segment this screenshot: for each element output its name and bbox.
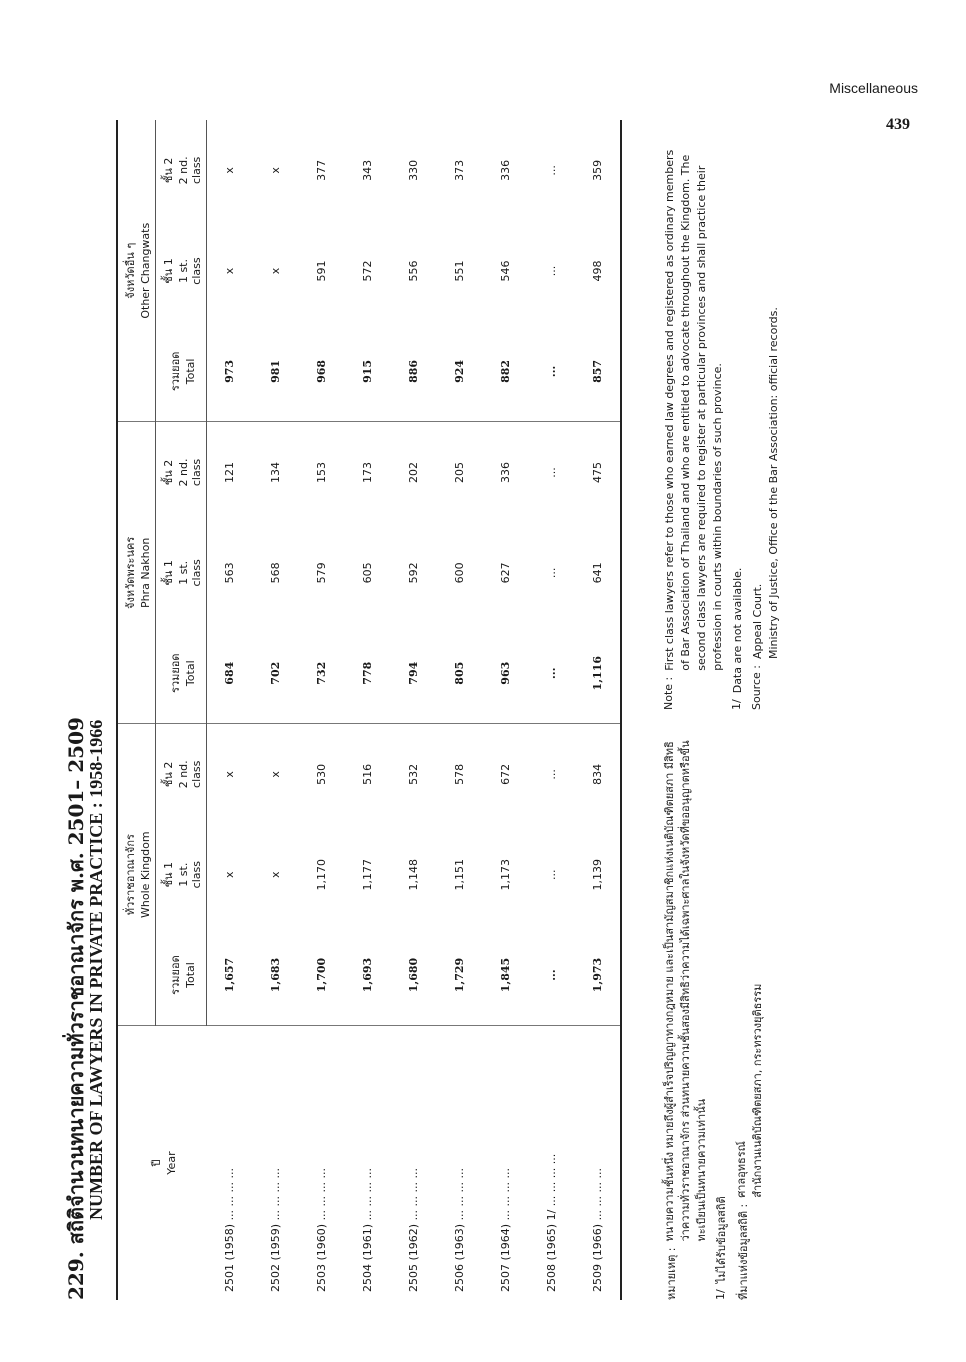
wk-total-cell: 1,683: [253, 925, 299, 1026]
subheader-thai: รวมยอด: [168, 351, 182, 392]
table-row: [345, 120, 391, 1300]
wk-second-cell: 578: [453, 763, 466, 785]
table-row: [207, 120, 253, 1300]
subheader-english: Total: [183, 962, 197, 988]
subheader-first-class: [156, 523, 207, 624]
source-key-english: Source :: [749, 665, 763, 710]
wk-total-cell: 1,700: [299, 925, 345, 1026]
year-cell: 2503 (1960) ... ... ... ...: [315, 1167, 328, 1292]
pn-total-cell: ...: [529, 623, 575, 724]
group-english: Other Changwats: [139, 222, 152, 319]
wk-first-cell: 1,151: [453, 858, 466, 891]
subheader-english: class: [190, 861, 203, 889]
group-english: Whole Kingdom: [139, 831, 152, 918]
oc-first-cell: 551: [453, 260, 466, 282]
notes-thai: [662, 740, 770, 1300]
pn-total-cell: 732: [299, 623, 345, 724]
year-cell: 2502 (1959) ... ... ... ...: [269, 1167, 282, 1292]
pn-second-cell: 121: [223, 462, 237, 483]
year-cell: 2509 (1966) ... ... ... ...: [575, 1026, 621, 1300]
pn-first-cell: 568: [269, 562, 282, 584]
pn-total-cell: 805: [437, 623, 483, 724]
oc-second-cell: x: [223, 167, 237, 174]
section-heading: Miscellaneous: [829, 80, 918, 96]
wk-second-cell: x: [223, 771, 237, 778]
subheader-english: class: [190, 559, 203, 587]
oc-total-cell: 882: [483, 321, 529, 422]
oc-second-cell: 330: [407, 159, 420, 181]
oc-total-cell: 973: [207, 321, 253, 422]
subheader-thai: ชั้น 2: [162, 459, 175, 486]
subheader-second-class: [156, 724, 207, 825]
table-row: [253, 120, 299, 1300]
wk-total-cell: 1,973: [575, 925, 621, 1026]
na-key-english: 1/: [729, 699, 743, 710]
subheader-thai: ชั้น 1: [162, 560, 175, 586]
note-key-english: Note :: [662, 676, 675, 710]
group-header-phra-nakhon: [117, 422, 156, 724]
subheader-english: 2 nd.: [177, 760, 190, 789]
na-text-thai: ไม่ได้รับข้อมูลสถิติ: [714, 1196, 728, 1284]
source-text-thai-1: ศาลอุทธรณ์: [734, 1141, 748, 1198]
table-title-english: NUMBER OF LAWYERS IN PRIVATE PRACTICE : 1958-1966: [86, 719, 106, 1220]
pn-second-cell: 202: [407, 462, 420, 483]
lawyers-table: [116, 120, 622, 1300]
subheader-english: 2 nd.: [177, 156, 190, 185]
source-key-thai: ที่มาแห่งข้อมูลสถิติ :: [736, 1203, 750, 1300]
table-row: [391, 120, 437, 1300]
group-thai: ทั่วราชอาณาจักร: [124, 834, 137, 916]
wk-second-cell: 834: [575, 724, 621, 825]
oc-total-cell: 981: [253, 321, 299, 422]
year-header: [117, 1026, 207, 1300]
pn-second-cell: 205: [453, 462, 466, 483]
oc-first-cell: x: [269, 267, 282, 275]
year-header-thai: ปี: [149, 1159, 163, 1167]
wk-total-cell: 1,693: [345, 925, 391, 1026]
oc-first-cell: 546: [499, 260, 512, 282]
pn-second-cell: 134: [269, 462, 282, 483]
year-cell: 2501 (1958) ... ... ... ...: [223, 1167, 236, 1292]
subheader-english: Total: [183, 358, 197, 385]
wk-first-cell: 1,173: [499, 858, 512, 891]
oc-first-cell: 498: [575, 221, 621, 322]
group-english: Phra Nakhon: [139, 537, 152, 609]
subheader-thai: ชั้น 1: [162, 861, 175, 888]
subheader-first-class: [156, 824, 207, 925]
wk-total-cell: 1,657: [207, 925, 253, 1026]
source-text-english-2: Ministry of Justice, Office of the Bar Association: official records.: [766, 307, 780, 660]
oc-total-cell: 924: [437, 321, 483, 422]
rotated-table-block: [40, 140, 920, 1320]
oc-second-cell: 336: [499, 159, 512, 181]
table-row: [575, 120, 621, 1300]
year-cell: 2506 (1963) ... ... ... ...: [453, 1167, 466, 1292]
table-row: [483, 120, 529, 1300]
wk-first-cell: ...: [545, 869, 558, 880]
pn-total-cell: 963: [483, 623, 529, 724]
wk-second-cell: ...: [545, 769, 558, 780]
page-number: 439: [886, 116, 910, 133]
pn-first-cell: 600: [453, 562, 466, 584]
pn-total-cell: 702: [253, 623, 299, 724]
subheader-first-class: [156, 221, 207, 322]
oc-second-cell: 377: [315, 159, 328, 181]
group-header-other-changwats: [117, 120, 156, 422]
group-thai: จังหวัดพระนคร: [124, 536, 137, 609]
oc-second-cell: ...: [545, 165, 558, 176]
pn-second-cell: 153: [315, 462, 328, 483]
note-text-english: First class lawyers refer to those who earned law degrees and registered as ordinary members of Bar Association of Thailand and who are entitled to advocate throughout the Kingdom. The second class lawyers are required to register at particular provinces and shall practice their profession in courts within boundaries of such province.: [663, 149, 724, 671]
oc-first-cell: 591: [315, 260, 328, 282]
subheader-english: 1 st.: [177, 560, 190, 585]
subheader-english: Total: [183, 660, 197, 687]
wk-first-cell: x: [269, 871, 282, 878]
subheader-total: [156, 321, 207, 422]
subheader-second-class: [156, 422, 207, 523]
oc-first-cell: 572: [361, 260, 374, 282]
oc-total-cell: ...: [529, 321, 575, 422]
pn-second-cell: 173: [361, 462, 374, 483]
group-header-whole-kingdom: [117, 724, 156, 1026]
pn-first-cell: 641: [575, 523, 621, 624]
subheader-thai: ชั้น 2: [162, 157, 175, 184]
pn-second-cell: 475: [575, 422, 621, 523]
subheader-english: 2 nd.: [177, 458, 190, 487]
subheader-thai: รวมยอด: [168, 653, 182, 693]
wk-total-cell: 1,729: [437, 925, 483, 1026]
oc-first-cell: 556: [407, 260, 420, 282]
subheader-english: class: [190, 760, 203, 788]
oc-second-cell: x: [269, 167, 282, 174]
pn-total-cell: 1,116: [575, 623, 621, 724]
pn-first-cell: 592: [407, 562, 420, 584]
wk-second-cell: 530: [315, 763, 328, 785]
oc-total-cell: 968: [299, 321, 345, 422]
subheader-english: class: [190, 156, 203, 185]
subheader-second-class: [156, 120, 207, 221]
year-cell: 2505 (1962) ... ... ... ...: [407, 1167, 420, 1292]
subheader-english: 1 st.: [177, 862, 190, 887]
wk-second-cell: 672: [499, 763, 512, 785]
subheader-thai: ชั้น 1: [162, 258, 175, 284]
wk-first-cell: x: [223, 871, 237, 878]
wk-second-cell: x: [269, 771, 282, 778]
year-cell: 2504 (1961) ... ... ... ...: [361, 1167, 374, 1292]
subheader-total: [156, 623, 207, 724]
subheader-thai: รวมยอด: [168, 955, 182, 995]
pn-second-cell: 336: [499, 462, 512, 483]
wk-total-cell: ...: [529, 925, 575, 1026]
year-cell: 2508 (1965) 1/ ... ... ... ...: [545, 1153, 558, 1292]
pn-second-cell: ...: [545, 467, 558, 478]
pn-total-cell: 684: [207, 623, 253, 724]
year-cell: 2507 (1964) ... ... ... ...: [499, 1167, 512, 1292]
pn-first-cell: 605: [361, 562, 374, 584]
notes-english: [662, 140, 786, 710]
wk-first-cell: 1,170: [315, 858, 328, 891]
pn-first-cell: 563: [223, 562, 237, 584]
oc-first-cell: ...: [545, 265, 558, 277]
table-row: [529, 120, 575, 1300]
source-text-english-1: Appeal Court.: [750, 583, 764, 660]
oc-total-cell: 915: [345, 321, 391, 422]
year-header-english: Year: [164, 1151, 178, 1175]
source-text-thai-2: สำนักงานเนติบัณฑิตยสภา, กระทรวงยุติธรรม: [750, 983, 764, 1198]
na-key-thai: 1/: [713, 1289, 727, 1300]
wk-second-cell: 516: [361, 763, 374, 785]
table-row: [437, 120, 483, 1300]
subheader-english: class: [190, 257, 203, 285]
oc-second-cell: 343: [361, 159, 374, 181]
subheader-english: 1 st.: [177, 259, 190, 284]
pn-total-cell: 778: [345, 623, 391, 724]
oc-first-cell: x: [223, 267, 237, 275]
table-title-thai: 229. สถิติจำนวนทนายความทั่วราชอาณาจักร พ.ศ. 2501– 2509: [64, 717, 88, 1300]
note-text-thai: ทนายความชั้นหนึ่ง หมายถึงผู้สำเร็จปริญญาทางกฎหมาย และเป็นสามัญสมาชิกแห่งเนติบัณฑิตยสภา มีสิทธิว่าความทั่วราชอาณาจักร ส่วนทนายความชั้นสองมีสิทธิว่าความได้เฉพาะศาลในจังหวัดที่ขออนุญาตหรือขึ้นทะเบียนเป็นทนายความเท่านั้น: [663, 740, 708, 1242]
wk-total-cell: 1,845: [483, 925, 529, 1026]
wk-second-cell: 532: [407, 763, 420, 785]
oc-second-cell: 359: [575, 120, 621, 221]
oc-total-cell: 857: [575, 321, 621, 422]
subheader-total: [156, 925, 207, 1026]
pn-first-cell: 579: [315, 562, 328, 584]
pn-first-cell: 627: [499, 562, 512, 584]
pn-total-cell: 794: [391, 623, 437, 724]
pn-first-cell: ...: [545, 567, 558, 579]
group-thai: จังหวัดอื่น ๆ: [124, 242, 137, 299]
wk-first-cell: 1,148: [407, 858, 420, 891]
na-text-english: Data are not available.: [730, 567, 744, 694]
table-row: [299, 120, 345, 1300]
wk-first-cell: 1,139: [575, 824, 621, 925]
wk-first-cell: 1,177: [361, 858, 374, 891]
subheader-english: class: [190, 458, 203, 487]
note-key-thai: หมายเหตุ :: [665, 1247, 678, 1300]
oc-second-cell: 373: [453, 159, 466, 181]
subheader-thai: ชั้น 2: [162, 761, 175, 788]
oc-total-cell: 886: [391, 321, 437, 422]
wk-total-cell: 1,680: [391, 925, 437, 1026]
